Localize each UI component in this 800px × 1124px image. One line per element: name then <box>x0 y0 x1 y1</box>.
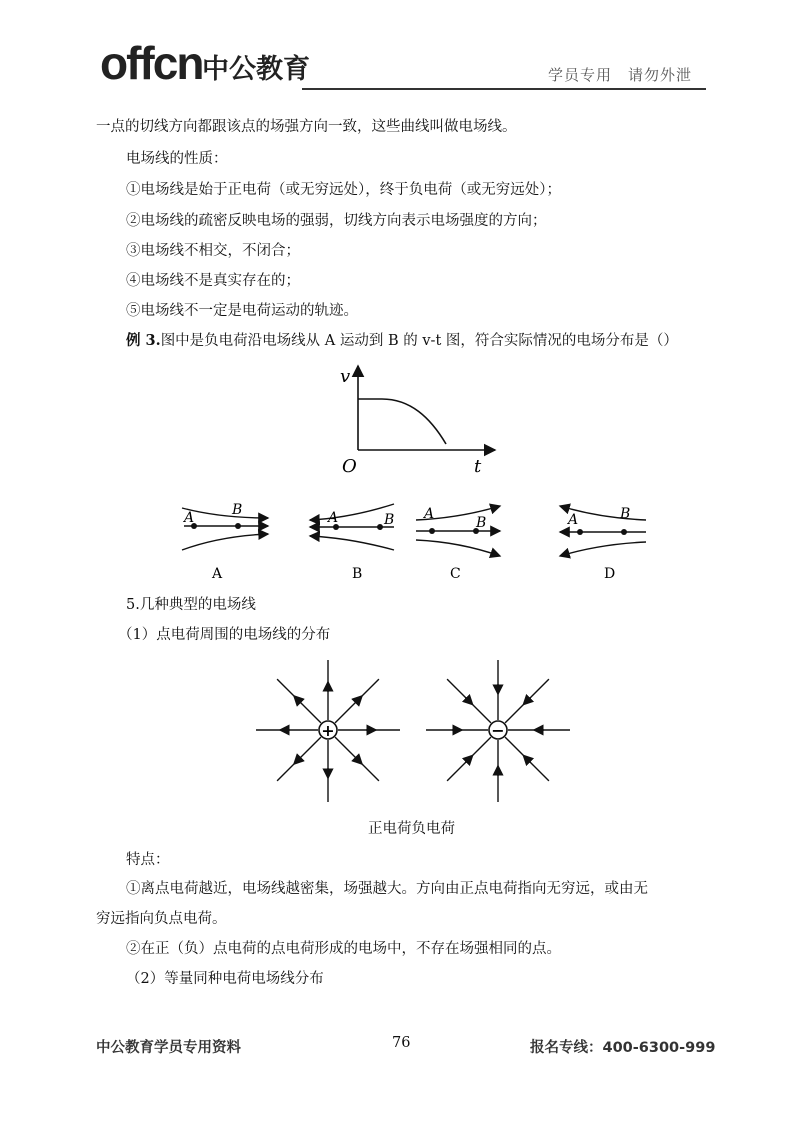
option-d-diagram <box>560 506 646 582</box>
subsection-title-1: （1）点电荷周围的电场线的分布 <box>118 627 331 643</box>
field-arrow <box>465 697 469 701</box>
footer-left: 中公教育学员专用资料 <box>96 1040 241 1056</box>
option-a-point-a: A <box>184 510 195 526</box>
section-title: 5.几种典型的电场线 <box>126 597 256 613</box>
property-item-1: ①电场线是始于正电荷（或无穷远处），终于负电荷（或无穷远处）； <box>126 182 561 198</box>
option-b-point-b: B <box>384 512 395 528</box>
property-item-3: ③电场线不相交，不闭合； <box>126 243 300 259</box>
property-item-4: ④电场线不是真实存在的； <box>126 273 300 289</box>
header-rule <box>302 88 706 90</box>
negative-symbol: − <box>491 721 505 740</box>
example-question <box>126 334 678 349</box>
t-axis-label: t <box>474 456 482 477</box>
origin-label: O <box>342 456 357 477</box>
option-d-point-a: A <box>568 512 579 528</box>
feature-item-1-cont: 穷远指向负点电荷。 <box>96 911 227 927</box>
paragraph-line: 一点的切线方向都跟该点的场强方向一致，这些曲线叫做电场线。 <box>96 119 517 135</box>
feature-item-1: ①离点电荷越近，电场线越密集，场强越大。方向由正点电荷指向无穷远，或由无 <box>126 881 648 897</box>
option-b-diagram <box>310 504 394 582</box>
example-text: 图中是负电荷沿电场线从 A 运动到 B 的 v-t 图，符合实际情况的电场分布是（） <box>160 333 678 349</box>
field-arrow <box>465 758 469 762</box>
properties-title: 电场线的性质： <box>126 151 228 167</box>
option-a-point-b: B <box>232 502 243 518</box>
option-c-diagram <box>416 506 500 582</box>
example-label: 例 3. <box>126 332 161 349</box>
property-item-2: ②电场线的疏密反映电场的强弱，切线方向表示电场强度的方向； <box>126 213 547 229</box>
option-b-label: B <box>352 566 363 582</box>
logo-offcn: offcn <box>100 37 203 89</box>
field-arrow <box>297 699 301 703</box>
field-arrow <box>355 757 359 761</box>
field-arrow <box>355 699 359 703</box>
option-d-label: D <box>604 566 616 582</box>
option-c-point-b: B <box>476 515 487 531</box>
velocity-curve <box>358 399 446 444</box>
field-arrow <box>297 757 301 761</box>
vt-graph <box>330 362 510 477</box>
page-number: 76 <box>392 1035 411 1051</box>
footer-right: 报名专线：400-6300-999 <box>530 1040 716 1056</box>
features-title: 特点： <box>126 852 170 868</box>
option-c-point-a: A <box>424 506 435 522</box>
field-arrow <box>526 758 530 762</box>
option-a-label: A <box>212 566 223 582</box>
option-c-label: C <box>450 566 461 582</box>
header-note: 学员专用 请勿外泄 <box>548 66 693 84</box>
v-axis-label: v <box>340 366 351 387</box>
positive-symbol: + <box>321 721 335 740</box>
subsection-title-2: （2）等量同种电荷电场线分布 <box>126 971 324 987</box>
field-arrow <box>526 697 530 701</box>
point-charge-figure <box>250 660 580 805</box>
figure-caption: 正电荷负电荷 <box>368 821 455 837</box>
option-d-point-b: B <box>620 506 631 522</box>
property-item-5: ⑤电场线不一定是电荷运动的轨迹。 <box>126 303 358 319</box>
option-b-point-a: A <box>328 510 339 526</box>
logo-chinese: 中公教育 <box>202 54 310 85</box>
feature-item-2: ②在正（负）点电荷的点电荷形成的电场中，不存在场强相同的点。 <box>126 941 561 957</box>
option-a-diagram <box>182 502 268 582</box>
options-figure <box>170 494 660 586</box>
